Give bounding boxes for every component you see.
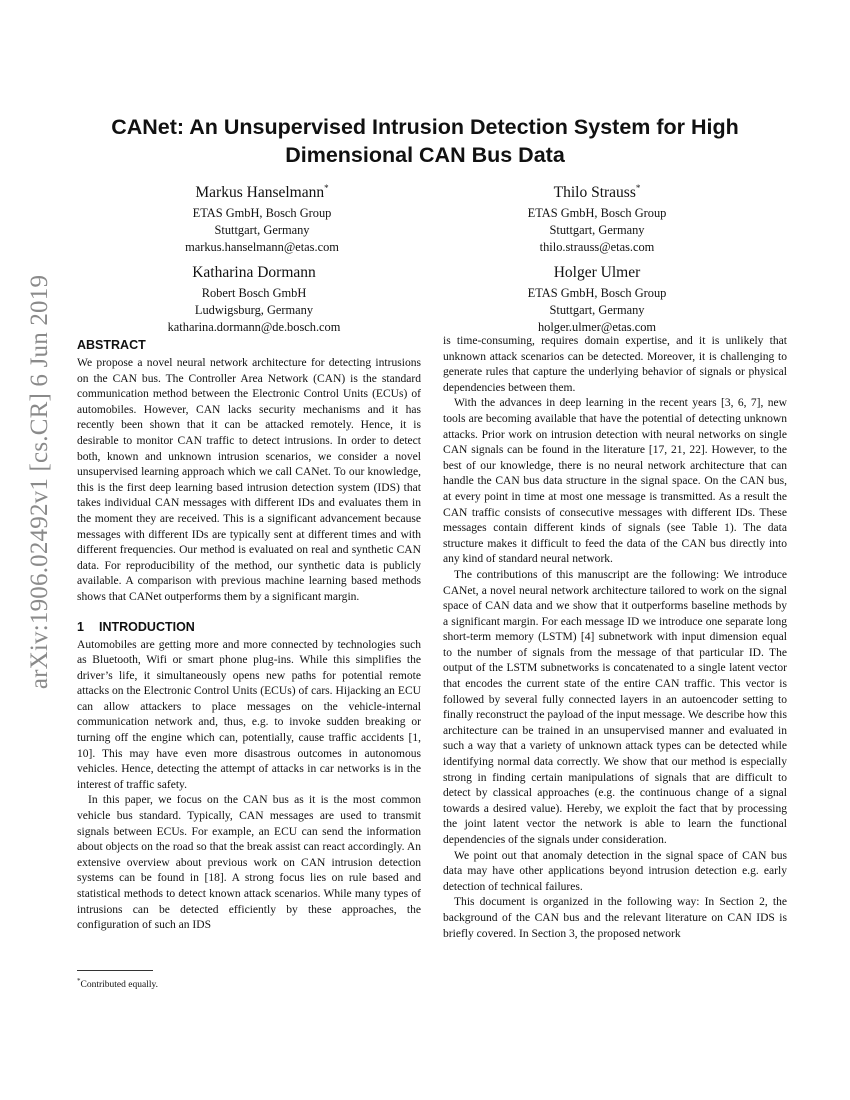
author-block — [132, 178, 392, 256]
arxiv-stamp — [20, 274, 60, 690]
section-heading — [77, 619, 421, 635]
author-name: Holger Ulmer — [553, 264, 641, 282]
author-name: Thilo Strauss* — [553, 183, 641, 202]
footnote-mark: * — [77, 977, 81, 985]
abstract-heading: ABSTRACT — [77, 338, 146, 352]
paragraph: With the advances in deep learning in the recent years [3, 6, 7], new tools are becoming available that have the potential of detecting unknown attacks. Prior work on intrusion detection with neural networks on single CAN signals can be found in the literature [17, 21, 22]. However, to the best of our knowledge, there is no neural network architecture that can handle the CAN bus data structure in the signal space. On the CAN bus, at every point in time at most one message is transmitted. As a result the CAN traffic consists of consecutive messages with different IDs. These messages contain different kinds of signals (see Table 1). The data structure makes it difficult to feed the data of the CAN bus directly into any kind of standard neural network. — [443, 397, 787, 566]
paragraph: is time-consuming, requires domain expertise, and it is unlikely that unknown attack scenarios can be detected. Moreover, it is challenging to generate rules that capture the underlying behavior of signals or physical dependencies between them. — [443, 335, 787, 394]
author-affiliation: ETAS GmbH, Bosch Group — [192, 206, 332, 221]
author-block — [467, 258, 727, 336]
paragraph: Automobiles are getting more and more connected by technologies such as Bluetooth, Wifi or smart phone plug-ins. While this simplifies the driver’s life, it simultaneously opens new paths for potential remote attacks on the Electronic Control Units (ECUs) of cars. Hijacking an ECU can allow attackers to place messages on the vehicle-internal communication network and, thus, e.g. to invoke sudden breaking or turning off the engine which can, potentially, cause traffic accidents [1, 10]. This may have even more disastrous outcomes in autonomous vehicles. Hence, detecting the attempt of attacks in car networks is in the interest of traffic safety. — [77, 638, 421, 791]
author-location: Stuttgart, Germany — [214, 223, 310, 238]
footnote-text: Contributed equally. — [80, 980, 158, 991]
author-name: Katharina Dormann — [192, 264, 316, 282]
arxiv-id: arXiv:1906.02492v1 [cs.CR] 6 Jun 2019 — [26, 274, 53, 690]
author-email[interactable]: katharina.dormann@de.bosch.com — [167, 320, 341, 335]
paper-title: CANet: An Unsupervised Intrusion Detection System for High Dimensional CAN Bus Data — [111, 115, 739, 167]
author-affiliation: Robert Bosch GmbH — [201, 286, 307, 301]
author-affiliation: ETAS GmbH, Bosch Group — [527, 206, 667, 221]
paragraph: In this paper, we focus on the CAN bus as it is the most common vehicle bus standard. Typically, CAN messages are used to transmit signals between ECUs. For example, an ECU can send the information about objects on the road so that the break assist can react accordingly. An extensive overview about previous work on CAN intrusion detection systems can be found in [18]. A strong focus lies on rule based and statistical methods to detect known attack scenarios. While many types of intrusions can be detected efficiently by these approaches, the configuration of such an IDS — [77, 794, 421, 932]
author-location: Stuttgart, Germany — [549, 223, 645, 238]
section-number: 1 — [77, 619, 84, 634]
footnote — [77, 975, 158, 991]
section-title: INTRODUCTION — [99, 619, 195, 634]
author-email[interactable]: markus.hanselmann@etas.com — [185, 240, 339, 255]
author-email[interactable]: thilo.strauss@etas.com — [539, 240, 655, 255]
author-location: Ludwigsburg, Germany — [194, 303, 314, 318]
paragraph: The contributions of this manuscript are the following: We introduce CANet, a novel neural network architecture tailored to work on the signal space of CAN data and we show that it outperforms baseline methods by a significant margin. For each message ID we introduce one separate long short-term memory (LSTM) [4] subnetwork with input dimension equal to the number of signals from the message of that particular ID. The output of the LSTM subnetworks is concatenated to a single latent vector that encodes the current state of the entire CAN traffic. This vector is followed by several fully connected layers in an autoencoder setting to finally reconstruct the payload of the input message. We describe how this architecture can be trained in an unsupervised manner and evaluated in such a way that a variety of unknown attack types can be detected while identifying normal data correctly. We show that our method is especially strong in finding certain manipulations of signals that are difficult to detect by classical approaches (e.g. the continuous change of a signal towards a desired value). Hereby, we exploit the fact that by processing the joint latent vector the network is able to learn the functional dependencies of the signals under consideration. — [443, 568, 787, 846]
author-email[interactable]: holger.ulmer@etas.com — [537, 320, 657, 335]
right-column — [443, 334, 787, 942]
author-name: Markus Hanselmann* — [195, 183, 329, 202]
author-block — [124, 258, 384, 336]
paragraph: This document is organized in the following way: In Section 2, the background of the CAN bus and the relevant literature on CAN IDS is briefly covered. In Section 3, the proposed network — [443, 896, 787, 940]
paragraph: We point out that anomaly detection in the signal space of CAN bus data may have other applications beyond intrusion detection e.g. early detection of technical failures. — [443, 849, 787, 893]
author-block — [467, 178, 727, 256]
author-affiliation: ETAS GmbH, Bosch Group — [527, 286, 667, 301]
author-location: Stuttgart, Germany — [549, 303, 645, 318]
abstract-text: We propose a novel neural network architecture for detecting intrusions on the CAN bus. The Controller Area Network (CAN) is the standard communication method between the Electronic Control Units (ECUs) of automobiles. However, CAN lacks security mechanisms and it has recently been shown that it can be attacked remotely. Hence, it is desirable to monitor CAN traffic to detect intrusions. In order to detect both, known and unknown intrusion scenarios, we consider a novel unsupervised learning approach which we call CANet. To our knowledge, this is the first deep learning based intrusion detection system (IDS) that takes individual CAN messages with different IDs and evaluates them in the moment they are received. This is a significant advancement because messages with different IDs are typically sent at different times and with different frequencies. Our method is evaluated on real and synthetic CAN data. For reproducibility of the method, our synthetic data is publicly available. A comparison with previous machine learning based methods shows that CANet outperforms them by a significant margin. — [77, 357, 421, 603]
footnote-divider — [77, 970, 153, 971]
left-column — [77, 335, 421, 934]
